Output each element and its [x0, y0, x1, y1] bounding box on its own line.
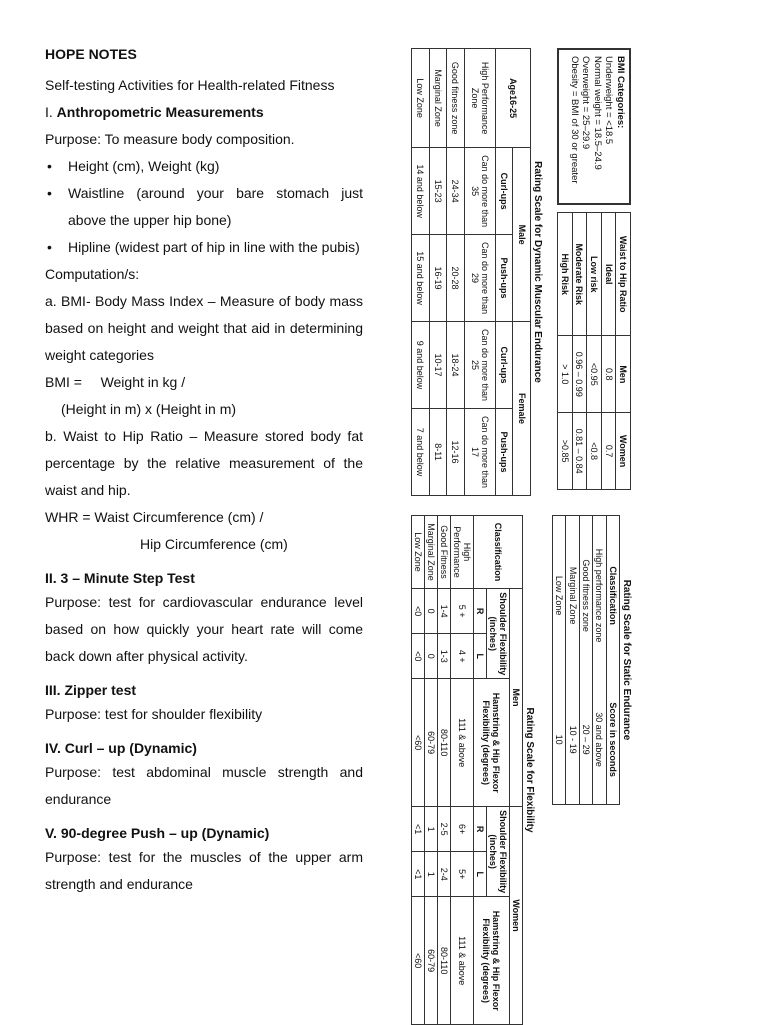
table-row: [593, 516, 606, 805]
table-cell: 0: [425, 589, 438, 634]
table-header: Score in seconds: [606, 675, 619, 804]
table-row: [447, 49, 465, 496]
section-3-heading: III. Zipper test: [45, 682, 137, 698]
table-header: Hamstring & Hip Flexor Flexibility (degrees): [474, 897, 510, 1025]
section-5-heading: V. 90-degree Push – up (Dynamic): [45, 825, 270, 841]
whr-definition: b. Waist to Hip Ratio – Measure stored body fat percentage by the relative measurement of the waist and hip.: [45, 428, 363, 498]
table-cell: 24-34: [447, 148, 465, 235]
table-cell: 9 and below: [412, 322, 430, 409]
table-cell: 30 and above: [593, 675, 606, 804]
table-cell: 14 and below: [412, 148, 430, 235]
notes-column: [45, 44, 363, 898]
table-cell: Marginal Zone: [566, 516, 579, 676]
table-cell: High Risk: [558, 213, 573, 336]
table-cell: Moderate Risk: [572, 213, 587, 336]
table-row: [429, 49, 447, 496]
table-cell: Marginal Zone: [429, 49, 447, 148]
table-cell: 80-110: [438, 679, 451, 807]
table-cell: 20-28: [447, 235, 465, 322]
table-cell: 5 +: [451, 589, 474, 634]
table-header: Men: [510, 589, 523, 807]
section-4-purpose: Purpose: test abdominal muscle strength and endurance: [45, 764, 363, 807]
table-cell: <1: [412, 806, 425, 851]
table-cell: 15-23: [429, 148, 447, 235]
table-header: Male: [513, 148, 531, 322]
table-cell: Can do more than 29: [464, 235, 495, 322]
table-cell: Can do more than 17: [464, 408, 495, 495]
table-row: [558, 213, 573, 490]
table-cell: 1: [425, 852, 438, 897]
table-cell: <1: [412, 852, 425, 897]
table-row: [451, 516, 474, 1025]
bmi-category-line: Underweight = <18.5: [603, 56, 615, 145]
table-cell: 0.8: [601, 336, 616, 413]
flexibility-table-title: Rating Scale for Flexibility: [524, 707, 535, 833]
section-4-heading: IV. Curl – up (Dynamic): [45, 740, 197, 756]
table-header-row: [616, 213, 631, 490]
table-header: R: [474, 806, 487, 851]
bmi-categories-box: [557, 48, 631, 205]
table-cell: 80-110: [438, 897, 451, 1025]
table-cell: High Performance Zone: [464, 49, 495, 148]
table-header: Curl-ups: [495, 148, 513, 235]
table-cell: <60: [412, 897, 425, 1025]
table-cell: <0.8: [587, 413, 602, 490]
table-row: [566, 516, 579, 805]
table-cell: 1-4: [438, 589, 451, 634]
table-row: [438, 516, 451, 1025]
table-cell: Good fitness zone: [447, 49, 465, 148]
static-table-title: Rating Scale for Static Endurance: [621, 579, 632, 741]
table-cell: Good fitness zone: [579, 516, 592, 676]
bullet-icon: •: [47, 158, 52, 174]
table-cell: Low risk: [587, 213, 602, 336]
table-header: Shoulder Flexibility (inches): [487, 806, 510, 896]
table-header-row: [510, 516, 523, 1025]
whr-formula-denominator: Hip Circumference (cm): [140, 536, 288, 552]
table-cell: 111 & above: [451, 679, 474, 807]
table-header: Push-ups: [495, 408, 513, 495]
table-header: Female: [513, 322, 531, 496]
table-row: [412, 516, 425, 1025]
table-cell: 6+: [451, 806, 474, 851]
measurement-list: [45, 153, 363, 261]
table-cell: Low Zone: [412, 49, 430, 148]
table-cell: <0.95: [587, 336, 602, 413]
table-cell: Marginal Zone: [425, 516, 438, 589]
table-cell: Ideal: [601, 213, 616, 336]
table-cell: 60-79: [425, 897, 438, 1025]
table-cell: 16-19: [429, 235, 447, 322]
table-cell: 0: [425, 634, 438, 679]
table-header: Age16-25: [495, 49, 530, 148]
table-row: [579, 516, 592, 805]
table-cell: 12-16: [447, 408, 465, 495]
table-header: Women: [510, 806, 523, 1024]
bmi-category-line: Normal weight = 18.5–24.9: [592, 56, 603, 170]
table-row: [464, 49, 495, 496]
table-cell: <60: [412, 679, 425, 807]
bmi-formula: BMI = Weight in kg /: [45, 374, 186, 390]
bmi-categories-title: BMI Categories:: [615, 56, 626, 129]
list-item: • Height (cm), Weight (kg): [45, 153, 363, 180]
table-header: Classification: [606, 516, 619, 676]
table-cell: 1-3: [438, 634, 451, 679]
table-cell: Low Zone: [412, 516, 425, 589]
table-cell: Good Fitness: [438, 516, 451, 589]
table-cell: High Performance: [451, 516, 474, 589]
table-cell: 0.7: [601, 413, 616, 490]
section-3-purpose: Purpose: test for shoulder flexibility: [45, 706, 263, 722]
table-header: R: [474, 589, 487, 634]
table-cell: 10 - 19: [566, 675, 579, 804]
section-5-purpose: Purpose: test for the muscles of the upper arm strength and endurance: [45, 849, 363, 892]
table-header: L: [474, 852, 487, 897]
table-cell: 15 and below: [412, 235, 430, 322]
table-header-row: [606, 516, 619, 805]
table-cell: 0.81 – 0.84: [572, 413, 587, 490]
table-cell: 4 +: [451, 634, 474, 679]
bmi-definition: a. BMI- Body Mass Index – Measure of body mass based on height and weight that aid in determining weight categories: [45, 293, 363, 363]
table-row: [587, 213, 602, 490]
table-cell: <0: [412, 634, 425, 679]
table-cell: >0.85: [558, 413, 573, 490]
table-cell: 2-5: [438, 806, 451, 851]
static-endurance-table: [552, 515, 633, 805]
table-cell: Can do more than 35: [464, 148, 495, 235]
table-header: Push-ups: [495, 235, 513, 322]
table-cell: Can do more than 25: [464, 322, 495, 409]
section-1-heading: I. Anthropometric Measurements: [45, 104, 264, 120]
dynamic-table-title: Rating Scale for Dynamic Muscular Endurance: [532, 161, 543, 383]
table-header-row: [487, 516, 510, 1025]
table-cell: <0: [412, 589, 425, 634]
table-header: Hamstring & Hip Flexor Flexibility (degrees): [474, 679, 510, 807]
table-cell: 2-4: [438, 852, 451, 897]
table-row: [425, 516, 438, 1025]
table-header: Shoulder Flexibility (inches): [487, 589, 510, 679]
table-cell: 20 – 29: [579, 675, 592, 804]
table-cell: 18-24: [447, 322, 465, 409]
bullet-icon: •: [47, 239, 52, 255]
table-row: [572, 213, 587, 490]
bmi-category-line: Overweight = 25–29.9: [580, 56, 592, 150]
table-cell: > 1.0: [558, 336, 573, 413]
list-item: • Hipline (widest part of hip in line with the pubis): [45, 234, 363, 261]
bmi-category-line: Obesity = BMI of 30 or greater: [569, 56, 580, 184]
flexibility-table: [411, 515, 536, 1025]
computation-label: Computation/s:: [45, 266, 140, 282]
table-cell: 111 & above: [451, 897, 474, 1025]
table-header: L: [474, 634, 487, 679]
table-cell: 5+: [451, 852, 474, 897]
section-2-purpose: Purpose: test for cardiovascular endurance level based on how quickly your heart rate will come back down after physical activity.: [45, 594, 363, 664]
table-cell: 10: [553, 675, 566, 804]
whr-formula: WHR = Waist Circumference (cm) /: [45, 509, 264, 525]
table-header-row: [513, 49, 531, 496]
dynamic-endurance-table: [411, 48, 544, 496]
table-cell: 10-17: [429, 322, 447, 409]
page-title: HOPE NOTES: [45, 46, 137, 62]
bmi-formula-denominator: (Height in m) x (Height in m): [61, 401, 237, 417]
bullet-icon: •: [47, 185, 52, 201]
table-header: Waist to Hip Ratio: [616, 213, 631, 336]
table-header: Classification: [474, 516, 523, 589]
table-cell: 8-11: [429, 408, 447, 495]
table-row: [601, 213, 616, 490]
table-cell: Low Zone: [553, 516, 566, 676]
section-1-purpose: Purpose: To measure body composition.: [45, 131, 295, 147]
table-cell: 60-79: [425, 679, 438, 807]
notes-subtitle: Self-testing Activities for Health-related Fitness: [45, 77, 335, 93]
table-cell: 7 and below: [412, 408, 430, 495]
table-header: Curl-ups: [495, 322, 513, 409]
table-cell: 1: [425, 806, 438, 851]
table-row: [412, 49, 430, 496]
table-row: [553, 516, 566, 805]
table-cell: High performance zone: [593, 516, 606, 676]
table-header: Women: [616, 413, 631, 490]
list-item: • Waistline (around your bare stomach just above the upper hip bone): [45, 180, 363, 234]
table-header: Men: [616, 336, 631, 413]
table-cell: 0.96 – 0.99: [572, 336, 587, 413]
waist-hip-ratio-table: [557, 212, 631, 490]
section-2-heading: II. 3 – Minute Step Test: [45, 570, 195, 586]
